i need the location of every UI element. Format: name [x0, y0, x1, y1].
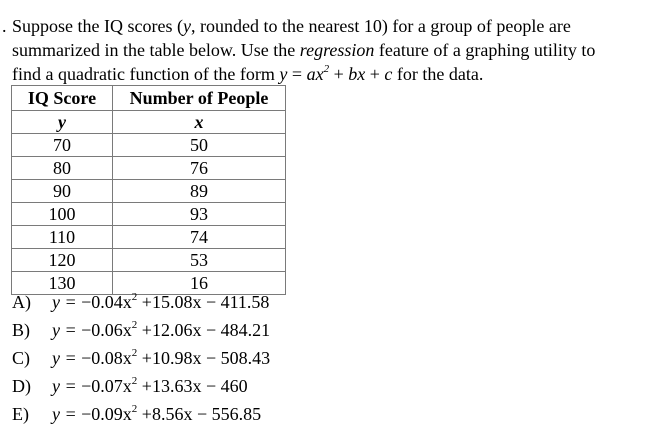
header-iq-score: IQ Score	[12, 86, 113, 111]
table-header-row	[12, 86, 286, 111]
choice-d[interactable]: D) $y = -0.07x^2 +13.63x - 460$	[12, 375, 248, 396]
question-line-1: Suppose the IQ scores (y, rounded to the nearest 10) for a group of people are	[12, 16, 571, 36]
table-row	[12, 203, 286, 226]
quadratic-form: $y = ax^2$ + bx + c	[279, 63, 393, 84]
header-number-of-people: Number of People	[113, 86, 286, 111]
choice-letter: D)	[12, 376, 31, 396]
choice-letter: A)	[12, 292, 31, 312]
variable-y-label: y	[12, 111, 113, 134]
cell-iq: 130	[12, 272, 113, 295]
cell-iq: 70	[12, 134, 113, 157]
question-line-3: find a quadratic function of the form $y = ax^2$ + bx + c for the data.	[12, 63, 484, 84]
data-table	[11, 85, 286, 295]
choice-a[interactable]: A) $y = -0.04x^2 +15.08x - 411.58$	[12, 291, 270, 312]
answer-choices	[12, 290, 270, 430]
variable-y: y	[182, 16, 191, 36]
choice-letter: C)	[12, 348, 30, 368]
table-row	[12, 249, 286, 272]
cell-people: 53	[113, 249, 286, 272]
choice-letter: E)	[12, 404, 29, 424]
choice-b[interactable]: B) $y = -0.06x^2 +12.06x - 484.21$	[12, 319, 271, 340]
table-row	[12, 134, 286, 157]
table-row	[12, 180, 286, 203]
question-stem	[2, 14, 642, 86]
regression-term: regression	[299, 40, 375, 60]
cell-people: 89	[113, 180, 286, 203]
variable-x-label: x	[113, 111, 286, 134]
cell-people: 76	[113, 157, 286, 180]
cell-iq: 110	[12, 226, 113, 249]
question-line-2: summarized in the table below. Use the regression feature of a graphing utility to	[12, 40, 596, 60]
question-number: .	[2, 16, 7, 36]
cell-people: 50	[113, 134, 286, 157]
cell-people: 74	[113, 226, 286, 249]
cell-iq: 120	[12, 249, 113, 272]
choice-c[interactable]: C) $y = -0.08x^2 +10.98x - 508.43$	[12, 347, 271, 368]
cell-iq: 80	[12, 157, 113, 180]
table-row	[12, 157, 286, 180]
cell-people: 16	[113, 272, 286, 295]
cell-iq: 100	[12, 203, 113, 226]
cell-people: 93	[113, 203, 286, 226]
cell-iq: 90	[12, 180, 113, 203]
variable-row	[12, 111, 286, 134]
choice-e[interactable]: E) $y = -0.09x^2 +8.56x - 556.85$	[12, 403, 262, 424]
choice-letter: B)	[12, 320, 30, 340]
table-row	[12, 226, 286, 249]
